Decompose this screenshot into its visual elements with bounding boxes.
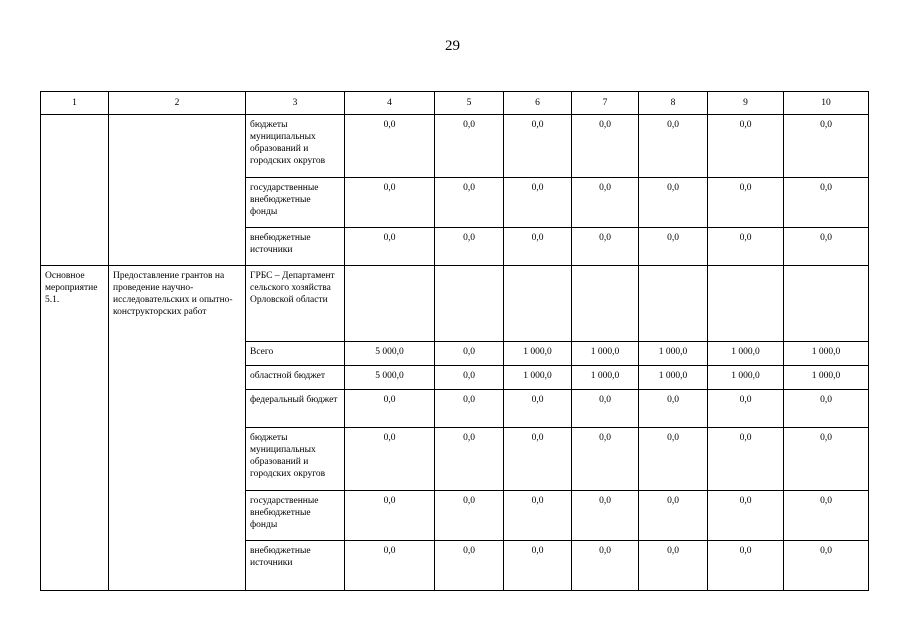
activity-code: Основное мероприятие 5.1. — [41, 266, 109, 591]
empty-cell — [41, 115, 109, 266]
value-cell: 1 000,0 — [572, 342, 639, 366]
value-cell: 1 000,0 — [504, 342, 572, 366]
value-cell: 0,0 — [345, 541, 435, 591]
value-cell: 1 000,0 — [639, 342, 708, 366]
value-cell: 1 000,0 — [708, 342, 784, 366]
funding-source: областной бюджет — [246, 366, 345, 390]
column-header: 2 — [109, 92, 246, 115]
value-cell: 0,0 — [435, 342, 504, 366]
value-cell: 0,0 — [708, 491, 784, 541]
column-header: 1 — [41, 92, 109, 115]
column-header: 9 — [708, 92, 784, 115]
value-cell: 1 000,0 — [639, 366, 708, 390]
table-header-row — [41, 92, 869, 115]
table-row — [41, 266, 869, 342]
value-cell: 0,0 — [345, 428, 435, 491]
empty-cell — [435, 266, 504, 342]
value-cell: 0,0 — [639, 228, 708, 266]
value-cell: 0,0 — [572, 115, 639, 178]
value-cell: 0,0 — [504, 115, 572, 178]
empty-cell — [345, 266, 435, 342]
empty-cell — [572, 266, 639, 342]
value-cell: 0,0 — [784, 390, 869, 428]
value-cell: 0,0 — [504, 178, 572, 228]
value-cell: 0,0 — [504, 491, 572, 541]
column-header: 6 — [504, 92, 572, 115]
value-cell: 0,0 — [504, 390, 572, 428]
funding-source: федеральный бюджет — [246, 390, 345, 428]
empty-cell — [639, 266, 708, 342]
column-header: 10 — [784, 92, 869, 115]
value-cell: 0,0 — [639, 178, 708, 228]
activity-name: Предоставление грантов на проведение научно-исследовательских и опытно-конструкторских работ — [109, 266, 246, 591]
value-cell: 0,0 — [345, 491, 435, 541]
value-cell: 0,0 — [345, 228, 435, 266]
column-header: 3 — [246, 92, 345, 115]
value-cell: 0,0 — [708, 390, 784, 428]
grbs-cell: ГРБС – Департамент сельского хозяйства Орловской области — [246, 266, 345, 342]
value-cell: 0,0 — [572, 390, 639, 428]
value-cell: 0,0 — [784, 541, 869, 591]
funding-source: бюджеты муниципальных образований и городских округов — [246, 115, 345, 178]
value-cell: 1 000,0 — [708, 366, 784, 390]
value-cell: 0,0 — [504, 541, 572, 591]
table-row — [41, 115, 869, 178]
value-cell: 0,0 — [572, 491, 639, 541]
value-cell: 1 000,0 — [784, 366, 869, 390]
empty-cell — [109, 115, 246, 266]
column-header: 8 — [639, 92, 708, 115]
value-cell: 0,0 — [504, 228, 572, 266]
budget-table — [40, 91, 869, 591]
column-header: 7 — [572, 92, 639, 115]
value-cell: 0,0 — [708, 178, 784, 228]
funding-source: Всего — [246, 342, 345, 366]
value-cell: 0,0 — [572, 428, 639, 491]
value-cell: 0,0 — [639, 491, 708, 541]
value-cell: 0,0 — [639, 115, 708, 178]
value-cell: 1 000,0 — [784, 342, 869, 366]
page-number: 29 — [445, 38, 460, 54]
value-cell: 0,0 — [708, 115, 784, 178]
funding-source: внебюджетные источники — [246, 541, 345, 591]
value-cell: 0,0 — [708, 541, 784, 591]
value-cell: 0,0 — [639, 541, 708, 591]
value-cell: 0,0 — [639, 390, 708, 428]
value-cell: 0,0 — [784, 115, 869, 178]
value-cell: 1 000,0 — [504, 366, 572, 390]
value-cell: 0,0 — [504, 428, 572, 491]
value-cell: 0,0 — [784, 178, 869, 228]
value-cell: 1 000,0 — [572, 366, 639, 390]
value-cell: 0,0 — [639, 428, 708, 491]
value-cell: 0,0 — [435, 541, 504, 591]
value-cell: 0,0 — [345, 390, 435, 428]
value-cell: 0,0 — [784, 428, 869, 491]
value-cell: 0,0 — [435, 178, 504, 228]
value-cell: 0,0 — [435, 228, 504, 266]
column-header: 4 — [345, 92, 435, 115]
value-cell: 0,0 — [345, 178, 435, 228]
value-cell: 5 000,0 — [345, 366, 435, 390]
funding-source: государственные внебюджетные фонды — [246, 178, 345, 228]
funding-source: бюджеты муниципальных образований и городских округов — [246, 428, 345, 491]
value-cell: 0,0 — [435, 366, 504, 390]
value-cell: 5 000,0 — [345, 342, 435, 366]
value-cell: 0,0 — [435, 491, 504, 541]
empty-cell — [504, 266, 572, 342]
column-header: 5 — [435, 92, 504, 115]
value-cell: 0,0 — [784, 228, 869, 266]
value-cell: 0,0 — [572, 541, 639, 591]
value-cell: 0,0 — [435, 115, 504, 178]
funding-source: внебюджетные источники — [246, 228, 345, 266]
value-cell: 0,0 — [784, 491, 869, 541]
value-cell: 0,0 — [345, 115, 435, 178]
empty-cell — [708, 266, 784, 342]
value-cell: 0,0 — [572, 178, 639, 228]
value-cell: 0,0 — [708, 428, 784, 491]
funding-source: государственные внебюджетные фонды — [246, 491, 345, 541]
value-cell: 0,0 — [708, 228, 784, 266]
empty-cell — [784, 266, 869, 342]
value-cell: 0,0 — [435, 428, 504, 491]
value-cell: 0,0 — [572, 228, 639, 266]
value-cell: 0,0 — [435, 390, 504, 428]
